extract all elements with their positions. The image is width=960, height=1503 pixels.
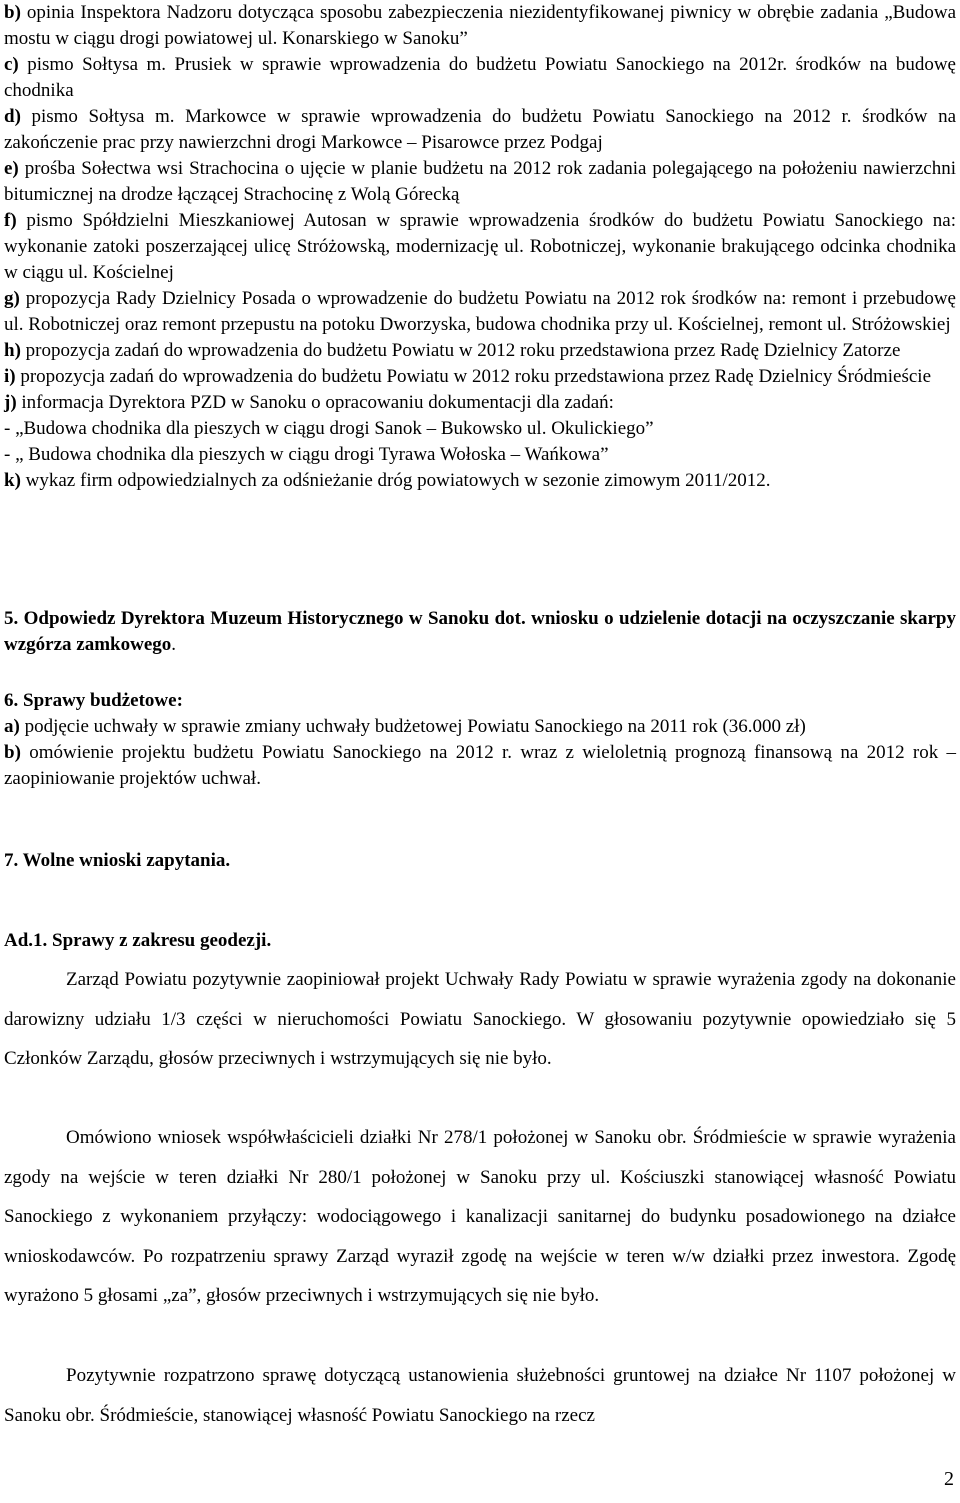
list-item: f) pismo Spółdzielni Mieszkaniowej Autosan w sprawie wprowadzenia środków do budżetu Powiatu Sanockiego na: wykonanie zatoki poszerzającej ulicę Stróżowską, modernizację ul. Robotniczej, wykonanie brakującego odcinka chodnika w ciągu ul. Kościelnej <box>4 210 957 283</box>
paragraph: Pozytywnie rozpatrzono sprawę dotyczącą ustanowienia służebności gruntowej na działce Nr 1107 położonej w Sanoku obr. Śródmieście, stanowiącej własność Powiatu Sanockiego na rzecz <box>4 1365 956 1426</box>
paragraph: Omówiono wniosek współwłaścicieli działki Nr 278/1 położonej w Sanoku obr. Śródmieście w sprawie wyrażenia zgody na wejście w teren działki Nr 280/1 położonej w Sanoku przy ul. Kościuszki stanowiącej własność Powiatu Sanockiego z wykonaniem przyłączy: wodociągowego i kanalizacji sanitarnej do budynku posadowionego na działce wnioskodawców. Po rozpatrzeniu sprawy Zarząd wyraził zgodę na wejście w teren w/w działki przez inwestora. Zgodę wyrażono 5 głosami „za”, głosów przeciwnych i wstrzymujących się nie było. <box>4 1127 956 1307</box>
list-item: c) pismo Sołtysa m. Prusiek w sprawie wprowadzenia do budżetu Powiatu Sanockiego na 2012r. środków na budowę chodnika <box>4 54 956 101</box>
list-item: b) opinia Inspektora Nadzoru dotycząca sposobu zabezpieczenia niezidentyfikowanej piwnicy w obrębie zadania „Budowa mostu w ciągu drogi powiatowej ul. Konarskiego w Sanoku” <box>4 2 957 49</box>
list-item: a) podjęcie uchwały w sprawie zmiany uchwały budżetowej Powiatu Sanockiego na 2011 rok (36.000 zł) <box>4 716 806 737</box>
point-7: 7. Wolne wnioski zapytania. <box>4 850 231 871</box>
section-heading-ad1: Ad.1. Sprawy z zakresu geodezji. <box>4 930 272 951</box>
list-item: j) informacja Dyrektora PZD w Sanoku o opracowaniu dokumentacji dla zadań: <box>4 392 614 413</box>
list-item: e) prośba Sołectwa wsi Strachocina o ujęcie w planie budżetu na 2012 rok zadania polegającego na położeniu nawierzchni bitumicznej na drodze łączącej Strachocinę z Wolą Górecką <box>4 158 957 205</box>
agenda-items-list <box>4 0 956 494</box>
list-item: - „ Budowa chodnika dla pieszych w ciągu drogi Tyrawa Wołoska – Wańkowa” <box>4 444 609 465</box>
point-6 <box>4 688 956 792</box>
list-item: k) wykaz firm odpowiedzialnych za odśnieżanie dróg powiatowych w sezonie zimowym 2011/2012. <box>4 470 771 491</box>
list-item: i) propozycja zadań do wprowadzenia do budżetu Powiatu w 2012 roku przedstawiona przez Radę Dzielnicy Śródmieście <box>4 366 931 387</box>
page-number: 2 <box>944 1468 954 1490</box>
list-item: - „Budowa chodnika dla pieszych w ciągu drogi Sanok – Bukowsko ul. Okulickiego” <box>4 418 654 439</box>
paragraph: Zarząd Powiatu pozytywnie zaopiniował projekt Uchwały Rady Powiatu w sprawie wyrażenia zgody na dokonanie darowizny udziału 1/3 części w nieruchomości Powiatu Sanockiego. W głosowaniu pozytywnie opowiedziało się 5 Członków Zarządu, głosów przeciwnych i wstrzymujących się nie było. <box>4 969 956 1070</box>
list-item: g) propozycja Rady Dzielnicy Posada o wprowadzenie do budżetu Powiatu na 2012 rok środków na: remont i przebudowę ul. Robotniczej oraz remont przepustu na potoku Dworzyska, budowa chodnika przy ul. Kościelnej, remont ul. Stróżowskiej <box>4 288 956 335</box>
point-5: 5. Odpowiedz Dyrektora Muzeum Historycznego w Sanoku dot. wniosku o udzielenie dotacji na oczyszczanie skarpy wzgórza zamkowego. <box>4 608 956 655</box>
section-heading: 6. Sprawy budżetowe: <box>4 690 183 711</box>
list-item: b) omówienie projektu budżetu Powiatu Sanockiego na 2012 r. wraz z wieloletnią prognozą finansową na 2012 rok – zaopiniowanie projektów uchwał. <box>4 742 956 789</box>
list-item: d) pismo Sołtysa m. Markowce w sprawie wprowadzenia do budżetu Powiatu Sanockiego na 2012 r. środków na zakończenie prac przy nawierzchni drogi Markowce – Pisarowce przez Podgaj <box>4 106 957 153</box>
list-item: h) propozycja zadań do wprowadzenia do budżetu Powiatu w 2012 roku przedstawiona przez Radę Dzielnicy Zatorze <box>4 340 901 361</box>
